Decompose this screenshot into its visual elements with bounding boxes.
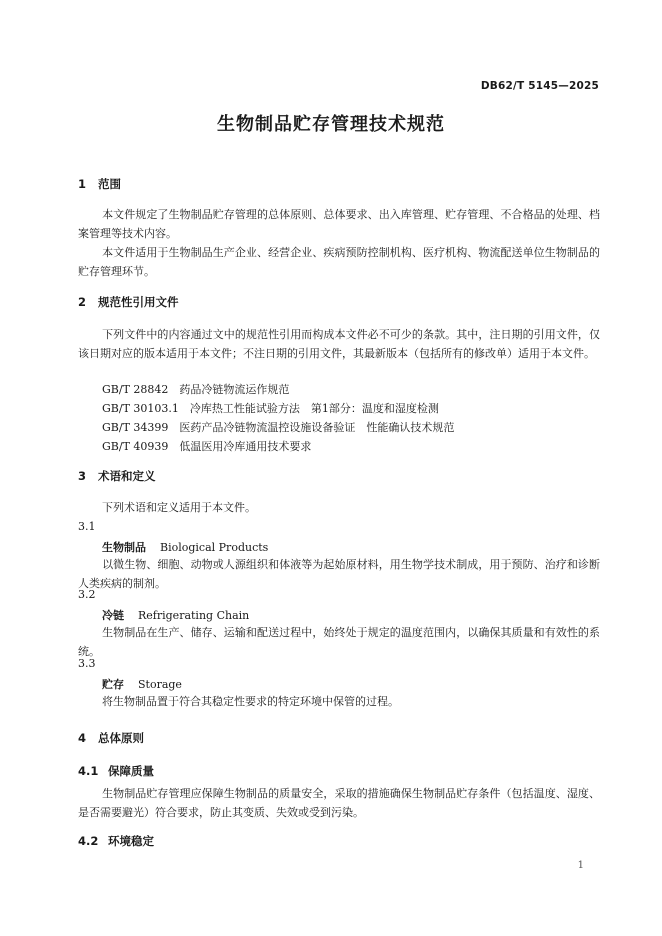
section-number: 1 xyxy=(78,177,87,191)
standard-code: DB62/T 5145—2025 xyxy=(480,80,599,92)
term-name: 贮存 Storage xyxy=(102,678,182,691)
section-number: 2 xyxy=(78,295,87,309)
reference-item: GB/T 30103.1 冷库热工性能试验方法 第1部分：温度和湿度检测 xyxy=(102,402,439,415)
term-definition: 以微生物、细胞、动物或人源组织和体液等为起始原材料，用生物学技术制成，用于预防、治疗和诊断人类疾病的制剂。 xyxy=(78,558,600,590)
paragraph-scope-1: 本文件规定了生物制品贮存管理的总体原则、总体要求、出入库管理、贮存管理、不合格品的处理、档案管理等技术内容。 xyxy=(78,208,600,240)
section-heading-4 xyxy=(78,730,144,746)
subsection-heading-4-1: 4.1 保障质量 xyxy=(78,764,154,778)
reference-item: GB/T 28842 药品冷链物流运作规范 xyxy=(102,383,290,396)
term-number: 3.2 xyxy=(78,588,96,601)
paragraph-references-intro: 下列文件中的内容通过文中的规范性引用而构成本文件必不可少的条款。其中，注日期的引用文件，仅该日期对应的版本适用于本文件；不注日期的引用文件，其最新版本（包括所有的修改单）适用于本文件。 xyxy=(78,328,600,360)
reference-item: GB/T 40939 低温医用冷库通用技术要求 xyxy=(102,440,312,453)
term-name: 生物制品 Biological Products xyxy=(102,541,269,554)
section-title: 总体原则 xyxy=(98,731,144,745)
section-heading-3 xyxy=(78,468,156,484)
paragraph-scope-2: 本文件适用于生物制品生产企业、经营企业、疾病预防控制机构、医疗机构、物流配送单位生物制品的贮存管理环节。 xyxy=(78,246,600,278)
page-number: 1 xyxy=(577,860,584,871)
document-title: 生物制品贮存管理技术规范 xyxy=(217,114,445,135)
section-heading-2 xyxy=(78,294,179,310)
term-definition: 生物制品在生产、储存、运输和配送过程中，始终处于规定的温度范围内，以确保其质量和有效性的系统。 xyxy=(78,626,600,658)
term-definition: 将生物制品置于符合其稳定性要求的特定环境中保管的过程。 xyxy=(102,695,399,708)
section-title: 规范性引用文件 xyxy=(98,295,179,309)
section-heading-1 xyxy=(78,176,121,192)
section-number: 4 xyxy=(78,731,87,745)
section-number: 3 xyxy=(78,469,87,483)
reference-item: GB/T 34399 医药产品冷链物流温控设施设备验证 性能确认技术规范 xyxy=(102,421,455,434)
term-number: 3.1 xyxy=(78,520,96,533)
subsection-heading-4-2: 4.2 环境稳定 xyxy=(78,834,154,848)
term-name: 冷链 Refrigerating Chain xyxy=(102,609,250,622)
paragraph-terms-intro: 下列术语和定义适用于本文件。 xyxy=(102,501,256,514)
term-number: 3.3 xyxy=(78,657,96,670)
section-title: 术语和定义 xyxy=(98,469,156,483)
section-title: 范围 xyxy=(98,177,121,191)
paragraph-quality: 生物制品贮存管理应保障生物制品的质量安全，采取的措施确保生物制品贮存条件（包括温度、湿度、是否需要避光）符合要求，防止其变质、失效或受到污染。 xyxy=(78,787,600,819)
